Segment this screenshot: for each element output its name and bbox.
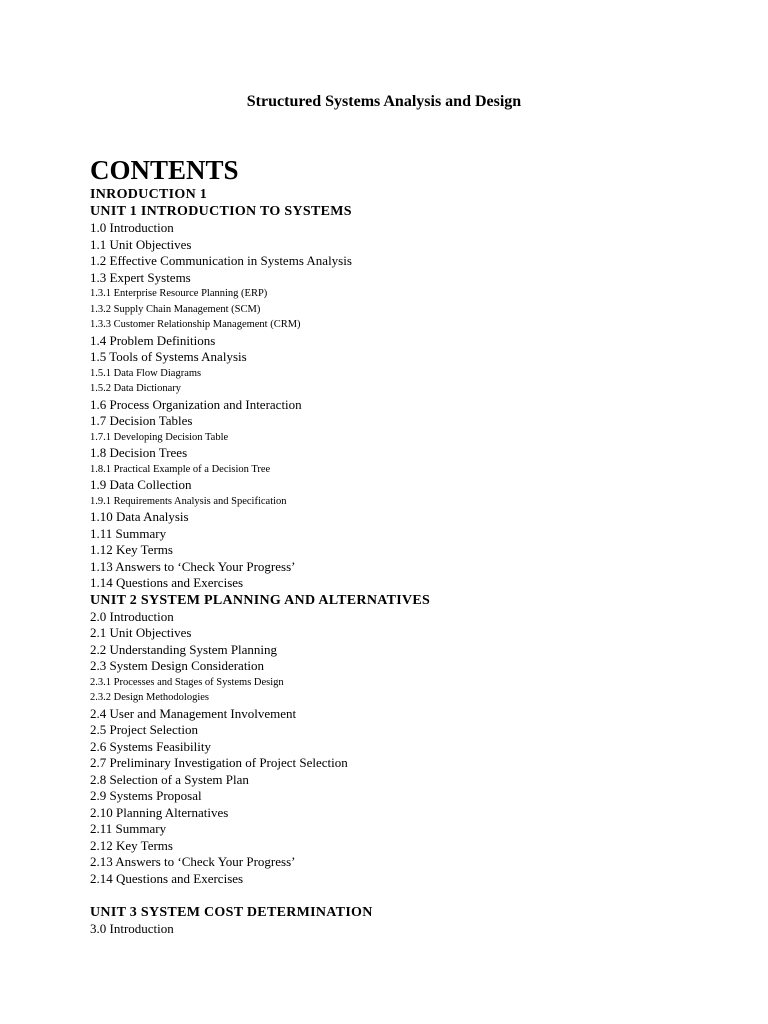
toc-section-entry: 1.3 Expert Systems	[90, 269, 191, 285]
toc-section-entry: 2.7 Preliminary Investigation of Project Selection	[90, 755, 348, 770]
toc-section-entry: 2.2 Understanding System Planning	[90, 641, 278, 657]
toc-section-entry: 1.13 Answers to ‘Check Your Progress’	[90, 558, 296, 574]
toc-section-entry: 2.1 Unit Objectives	[90, 625, 192, 640]
toc-section-entry: 2.10 Planning Alternatives	[90, 804, 229, 820]
toc-section-entry: 1.4 Problem Definitions	[90, 332, 216, 348]
toc-unit-entry: UNIT 3 SYSTEM COST DETERMINATION	[90, 905, 373, 920]
toc-subsection-entry: 1.5.2 Data Dictionary	[90, 383, 181, 394]
toc-subsection-entry: 1.5.1 Data Flow Diagrams	[90, 367, 202, 379]
toc-subsection-entry: 1.8.1 Practical Example of a Decision Tree	[90, 463, 271, 475]
toc-section-entry: 2.11 Summary	[90, 821, 167, 836]
toc-section-entry: 1.6 Process Organization and Interaction	[90, 396, 302, 412]
toc-section-entry: 1.11 Summary	[90, 525, 167, 541]
toc-subsection-entry: 2.3.1 Processes and Stages of Systems Design	[90, 676, 284, 688]
toc-section-entry: 1.1 Unit Objectives	[90, 236, 192, 252]
toc-section-entry: 2.14 Questions and Exercises	[90, 870, 244, 886]
toc-section-entry: 2.0 Introduction	[90, 608, 174, 624]
toc-subsection-entry: 1.3.1 Enterprise Resource Planning (ERP)	[90, 288, 268, 299]
toc-section-entry: 2.9 Systems Proposal	[90, 788, 202, 803]
toc-section-entry: 1.14 Questions and Exercises	[90, 575, 244, 590]
document-title: Structured Systems Analysis and Design	[246, 93, 522, 110]
toc-unit-entry: UNIT 1 INTRODUCTION TO SYSTEMS	[90, 204, 352, 219]
toc-subsection-entry: 1.9.1 Requirements Analysis and Specification	[90, 495, 287, 507]
toc-subsection-entry: 1.3.2 Supply Chain Management (SCM)	[90, 303, 261, 315]
toc-subsection-entry: 1.7.1 Developing Decision Table	[90, 431, 229, 443]
toc-section-entry: 2.8 Selection of a System Plan	[90, 771, 249, 787]
toc-section-entry: 1.5 Tools of Systems Analysis	[90, 349, 247, 364]
toc-section-entry: 1.10 Data Analysis	[90, 509, 189, 524]
toc-section-entry: 1.7 Decision Tables	[90, 413, 193, 428]
toc-section-entry: 1.8 Decision Trees	[90, 445, 188, 460]
toc-unit-entry: UNIT 2 SYSTEM PLANNING AND ALTERNATIVES	[90, 592, 431, 608]
toc-section-entry: 2.6 Systems Feasibility	[90, 738, 211, 754]
toc-section-entry: 1.2 Effective Communication in Systems Analysis	[90, 253, 352, 268]
toc-subsection-entry: 2.3.2 Design Methodologies	[90, 692, 209, 703]
table-of-contents	[90, 186, 730, 938]
contents-heading: CONTENTS	[90, 155, 239, 185]
toc-section-entry: 2.3 System Design Consideration	[90, 658, 265, 673]
toc-section-entry: 1.12 Key Terms	[90, 542, 173, 557]
toc-section-entry: 2.4 User and Management Involvement	[90, 705, 297, 721]
toc-section-entry: 3.0 Introduction	[90, 921, 174, 936]
toc-unit-entry: INRODUCTION 1	[90, 187, 208, 202]
toc-subsection-entry: 1.3.3 Customer Relationship Management (CRM)	[90, 319, 301, 330]
toc-section-entry: 1.9 Data Collection	[90, 477, 192, 492]
toc-section-entry: 2.12 Key Terms	[90, 837, 173, 853]
toc-section-entry: 2.13 Answers to ‘Check Your Progress’	[90, 854, 296, 869]
toc-section-entry: 1.0 Introduction	[90, 220, 174, 235]
toc-section-entry: 2.5 Project Selection	[90, 722, 198, 737]
